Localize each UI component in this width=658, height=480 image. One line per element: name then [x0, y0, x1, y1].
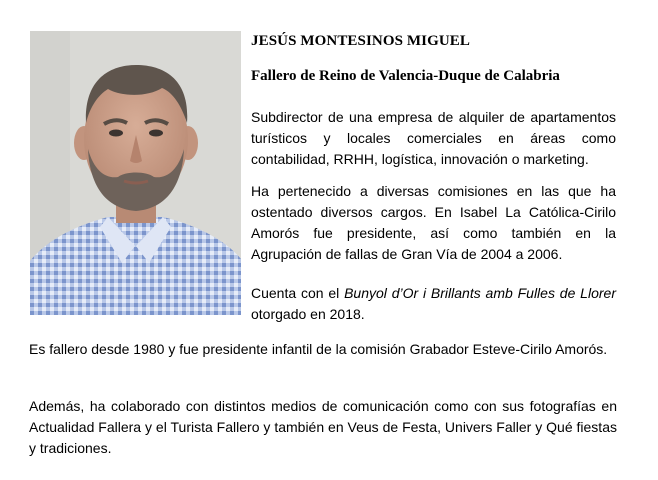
person-role: Fallero de Reino de Valencia-Duque de Calabria — [251, 68, 560, 84]
award-prefix: Cuenta con el — [251, 285, 345, 301]
bio-paragraph-media: Además, ha colaborado con distintos medios de comunicación como con sus fotografías en Actualidad Fallera y el Turista Fallero y también en Veus de Festa, Univers Faller y Qué fiestas y tradiciones. — [29, 398, 617, 456]
award-suffix: otorgado en 2018. — [251, 306, 365, 322]
bio-paragraph-award — [251, 283, 616, 325]
person-name: JESÚS MONTESINOS MIGUEL — [251, 33, 471, 49]
bio-paragraph-history: Es fallero desde 1980 y fue presidente infantil de la comisión Grabador Esteve-Cirilo Amorós. — [29, 341, 608, 357]
award-name: Bunyol d’Or i Brillants amb Fulles de Llorer — [344, 285, 616, 301]
bio-paragraph-commissions: Ha pertenecido a diversas comisiones en las que ha ostentado diversos cargos. En Isabel La Católica-Cirilo Amorós fue presidente, así como también en la Agrupación de fallas de Gran Vía de 2004 a 2006. — [251, 183, 616, 262]
bio-paragraph-occupation: Subdirector de una empresa de alquiler de apartamentos turísticos y locales comerciales en áreas como contabilidad, RRHH, logística, innovación o marketing. — [251, 109, 616, 167]
portrait-photo — [30, 31, 241, 315]
